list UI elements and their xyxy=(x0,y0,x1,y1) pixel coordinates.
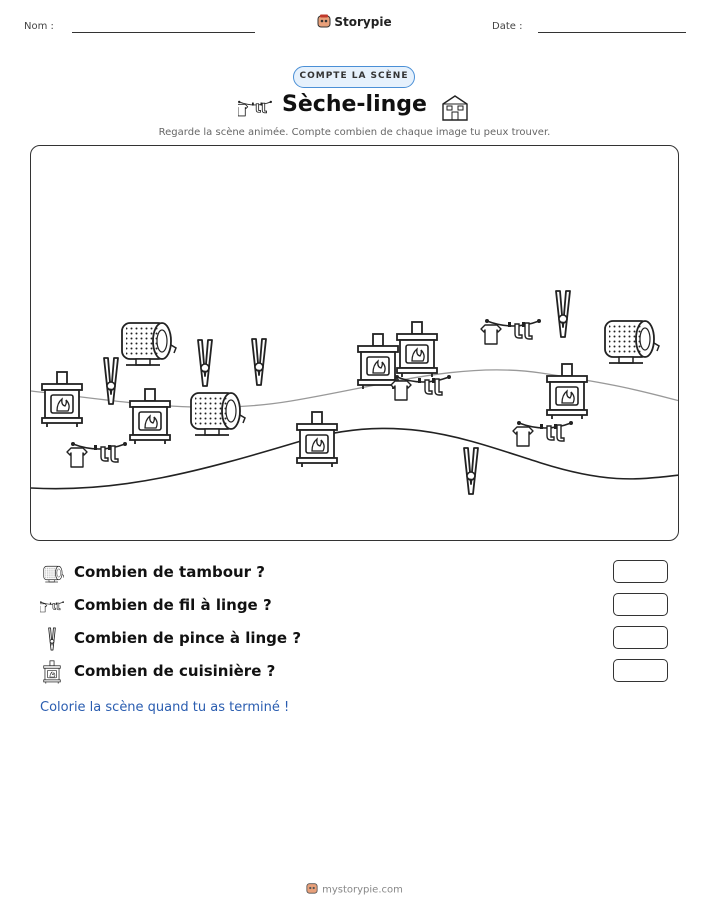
coloring-note: Colorie la scène quand tu as terminé ! xyxy=(40,700,290,715)
answer-box-drum[interactable] xyxy=(613,560,668,583)
scene-illustration xyxy=(31,146,679,541)
coloring-scene xyxy=(30,145,679,541)
answer-box-stove[interactable] xyxy=(613,659,668,682)
clothespin-icon xyxy=(40,627,64,651)
section-badge: COMPTE LA SCÈNE xyxy=(293,66,415,88)
question-text: Combien de fil à linge ? xyxy=(74,596,272,614)
question-text: Combien de cuisinière ? xyxy=(74,662,276,680)
storypie-logo-icon xyxy=(317,14,331,31)
question-clothespin xyxy=(40,626,670,652)
answer-box-clothesline[interactable] xyxy=(613,593,668,616)
name-field-line[interactable] xyxy=(72,32,255,33)
page-title: Sèche-linge xyxy=(282,92,427,117)
storypie-logo-icon xyxy=(306,882,318,897)
footer-url[interactable]: mystorypie.com xyxy=(322,884,403,896)
footer xyxy=(0,882,709,897)
clothesline-icon xyxy=(40,594,64,618)
date-field-line[interactable] xyxy=(538,32,686,33)
question-text: Combien de tambour ? xyxy=(74,563,265,581)
building-icon xyxy=(440,94,470,126)
instructions: Regarde la scène animée. Compte combien de chaque image tu peux trouver. xyxy=(158,127,551,138)
question-clothesline xyxy=(40,593,670,619)
brand-header xyxy=(0,14,709,31)
stove-icon xyxy=(40,660,64,684)
question-text: Combien de pince à linge ? xyxy=(74,629,302,647)
name-label: Nom : xyxy=(24,21,54,32)
brand-name: Storypie xyxy=(334,15,392,29)
answer-box-clothespin[interactable] xyxy=(613,626,668,649)
question-stove xyxy=(40,659,670,685)
question-drum xyxy=(40,560,670,586)
date-label: Date : xyxy=(492,21,523,32)
drum-icon xyxy=(40,561,64,585)
